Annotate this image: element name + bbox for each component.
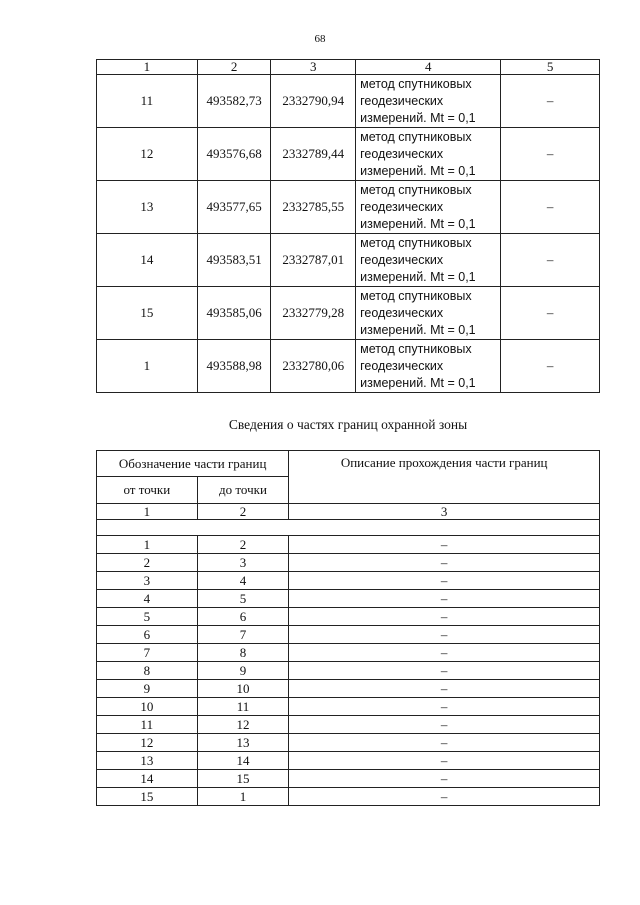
from-point-cell: 3 (97, 572, 198, 590)
parts-col-number-1: 1 (97, 504, 198, 520)
to-point-cell: 7 (197, 626, 289, 644)
method-line: геодезических (360, 199, 444, 214)
from-point-cell: 6 (97, 626, 198, 644)
method-cell (356, 340, 501, 393)
to-point-cell: 4 (197, 572, 289, 590)
method-line: метод спутниковых (360, 129, 472, 144)
part-row (97, 770, 600, 788)
part-row (97, 662, 600, 680)
parts-blank-cell (97, 520, 600, 536)
description-cell: – (289, 572, 600, 590)
part-row (97, 698, 600, 716)
x-coordinate-cell: 493588,98 (197, 340, 271, 393)
method-line: метод спутниковых (360, 76, 472, 91)
from-point-cell: 2 (97, 554, 198, 572)
method-line: измерений. Mt = 0,1 (360, 375, 476, 390)
to-point-cell: 8 (197, 644, 289, 662)
description-cell: – (289, 554, 600, 572)
from-point-cell: 9 (97, 680, 198, 698)
method-cell (356, 181, 501, 234)
x-coordinate-cell: 493576,68 (197, 128, 271, 181)
method-line: метод спутниковых (360, 182, 472, 197)
description-cell: – (289, 770, 600, 788)
method-line: метод спутниковых (360, 288, 472, 303)
header-description: Описание прохождения части границ (289, 451, 600, 504)
coord-row (97, 75, 600, 128)
part-row (97, 626, 600, 644)
part-row (97, 716, 600, 734)
y-coordinate-cell: 2332787,01 (271, 234, 356, 287)
from-point-cell: 15 (97, 788, 198, 806)
method-cell (356, 75, 501, 128)
method-cell (356, 287, 501, 340)
method-line: измерений. Mt = 0,1 (360, 269, 476, 284)
method-line: геодезических (360, 305, 444, 320)
to-point-cell: 15 (197, 770, 289, 788)
header-to-point: до точки (197, 477, 289, 504)
coord-row (97, 128, 600, 181)
part-row (97, 752, 600, 770)
y-coordinate-cell: 2332789,44 (271, 128, 356, 181)
to-point-cell: 10 (197, 680, 289, 698)
x-coordinate-cell: 493585,06 (197, 287, 271, 340)
method-line: измерений. Mt = 0,1 (360, 110, 476, 125)
point-number-cell: 1 (97, 340, 198, 393)
coord-row (97, 340, 600, 393)
x-coordinate-cell: 493582,73 (197, 75, 271, 128)
part-row (97, 608, 600, 626)
parts-col-number-2: 2 (197, 504, 289, 520)
note-cell: – (501, 128, 600, 181)
boundary-parts-table (96, 450, 600, 806)
method-cell (356, 128, 501, 181)
description-cell: – (289, 536, 600, 554)
description-cell: – (289, 590, 600, 608)
x-coordinate-cell: 493577,65 (197, 181, 271, 234)
point-number-cell: 12 (97, 128, 198, 181)
to-point-cell: 6 (197, 608, 289, 626)
method-line: геодезических (360, 358, 444, 373)
description-cell: – (289, 716, 600, 734)
to-point-cell: 2 (197, 536, 289, 554)
note-cell: – (501, 234, 600, 287)
description-cell: – (289, 698, 600, 716)
coordinates-table-body (97, 60, 600, 393)
to-point-cell: 1 (197, 788, 289, 806)
from-point-cell: 14 (97, 770, 198, 788)
from-point-cell: 13 (97, 752, 198, 770)
coord-row (97, 234, 600, 287)
note-cell: – (501, 181, 600, 234)
from-point-cell: 10 (97, 698, 198, 716)
method-line: измерений. Mt = 0,1 (360, 163, 476, 178)
x-coordinate-cell: 493583,51 (197, 234, 271, 287)
description-cell: – (289, 752, 600, 770)
to-point-cell: 5 (197, 590, 289, 608)
y-coordinate-cell: 2332780,06 (271, 340, 356, 393)
point-number-cell: 11 (97, 75, 198, 128)
part-row (97, 536, 600, 554)
y-coordinate-cell: 2332790,94 (271, 75, 356, 128)
method-line: метод спутниковых (360, 235, 472, 250)
note-cell: – (501, 340, 600, 393)
note-cell: – (501, 75, 600, 128)
y-coordinate-cell: 2332779,28 (271, 287, 356, 340)
header-boundary-part: Обозначение части границ (97, 451, 289, 477)
from-point-cell: 7 (97, 644, 198, 662)
description-cell: – (289, 626, 600, 644)
description-cell: – (289, 662, 600, 680)
to-point-cell: 11 (197, 698, 289, 716)
from-point-cell: 8 (97, 662, 198, 680)
parts-blank-row (97, 520, 600, 536)
coord-header-col-2: 2 (197, 60, 271, 75)
to-point-cell: 9 (197, 662, 289, 680)
method-line: геодезических (360, 252, 444, 267)
part-row (97, 554, 600, 572)
from-point-cell: 4 (97, 590, 198, 608)
page-number: 68 (314, 33, 326, 45)
y-coordinate-cell: 2332785,55 (271, 181, 356, 234)
parts-header-row-1 (97, 451, 600, 477)
method-cell (356, 234, 501, 287)
coord-header-col-4: 4 (356, 60, 501, 75)
part-row (97, 644, 600, 662)
description-cell: – (289, 680, 600, 698)
to-point-cell: 13 (197, 734, 289, 752)
description-cell: – (289, 788, 600, 806)
boundary-parts-table-body (97, 451, 600, 806)
description-cell: – (289, 608, 600, 626)
description-cell: – (289, 644, 600, 662)
method-line: геодезических (360, 93, 444, 108)
note-cell: – (501, 287, 600, 340)
point-number-cell: 13 (97, 181, 198, 234)
point-number-cell: 15 (97, 287, 198, 340)
method-line: геодезических (360, 146, 444, 161)
from-point-cell: 1 (97, 536, 198, 554)
coord-header-col-3: 3 (271, 60, 356, 75)
point-number-cell: 14 (97, 234, 198, 287)
part-row (97, 734, 600, 752)
part-row (97, 572, 600, 590)
header-from-point: от точки (97, 477, 198, 504)
to-point-cell: 3 (197, 554, 289, 572)
coord-header-col-1: 1 (97, 60, 198, 75)
parts-col-number-3: 3 (289, 504, 600, 520)
coord-row (97, 181, 600, 234)
from-point-cell: 11 (97, 716, 198, 734)
coordinates-table (96, 59, 600, 393)
part-row (97, 590, 600, 608)
from-point-cell: 5 (97, 608, 198, 626)
description-cell: – (289, 734, 600, 752)
coord-header-col-5: 5 (501, 60, 600, 75)
method-line: измерений. Mt = 0,1 (360, 216, 476, 231)
coordinates-header-row (97, 60, 600, 75)
part-row (97, 788, 600, 806)
method-line: измерений. Mt = 0,1 (360, 322, 476, 337)
parts-col-numbers-row (97, 504, 600, 520)
section-title: Сведения о частях границ охранной зоны (228, 417, 468, 432)
from-point-cell: 12 (97, 734, 198, 752)
coord-row (97, 287, 600, 340)
to-point-cell: 12 (197, 716, 289, 734)
method-line: метод спутниковых (360, 341, 472, 356)
part-row (97, 680, 600, 698)
to-point-cell: 14 (197, 752, 289, 770)
